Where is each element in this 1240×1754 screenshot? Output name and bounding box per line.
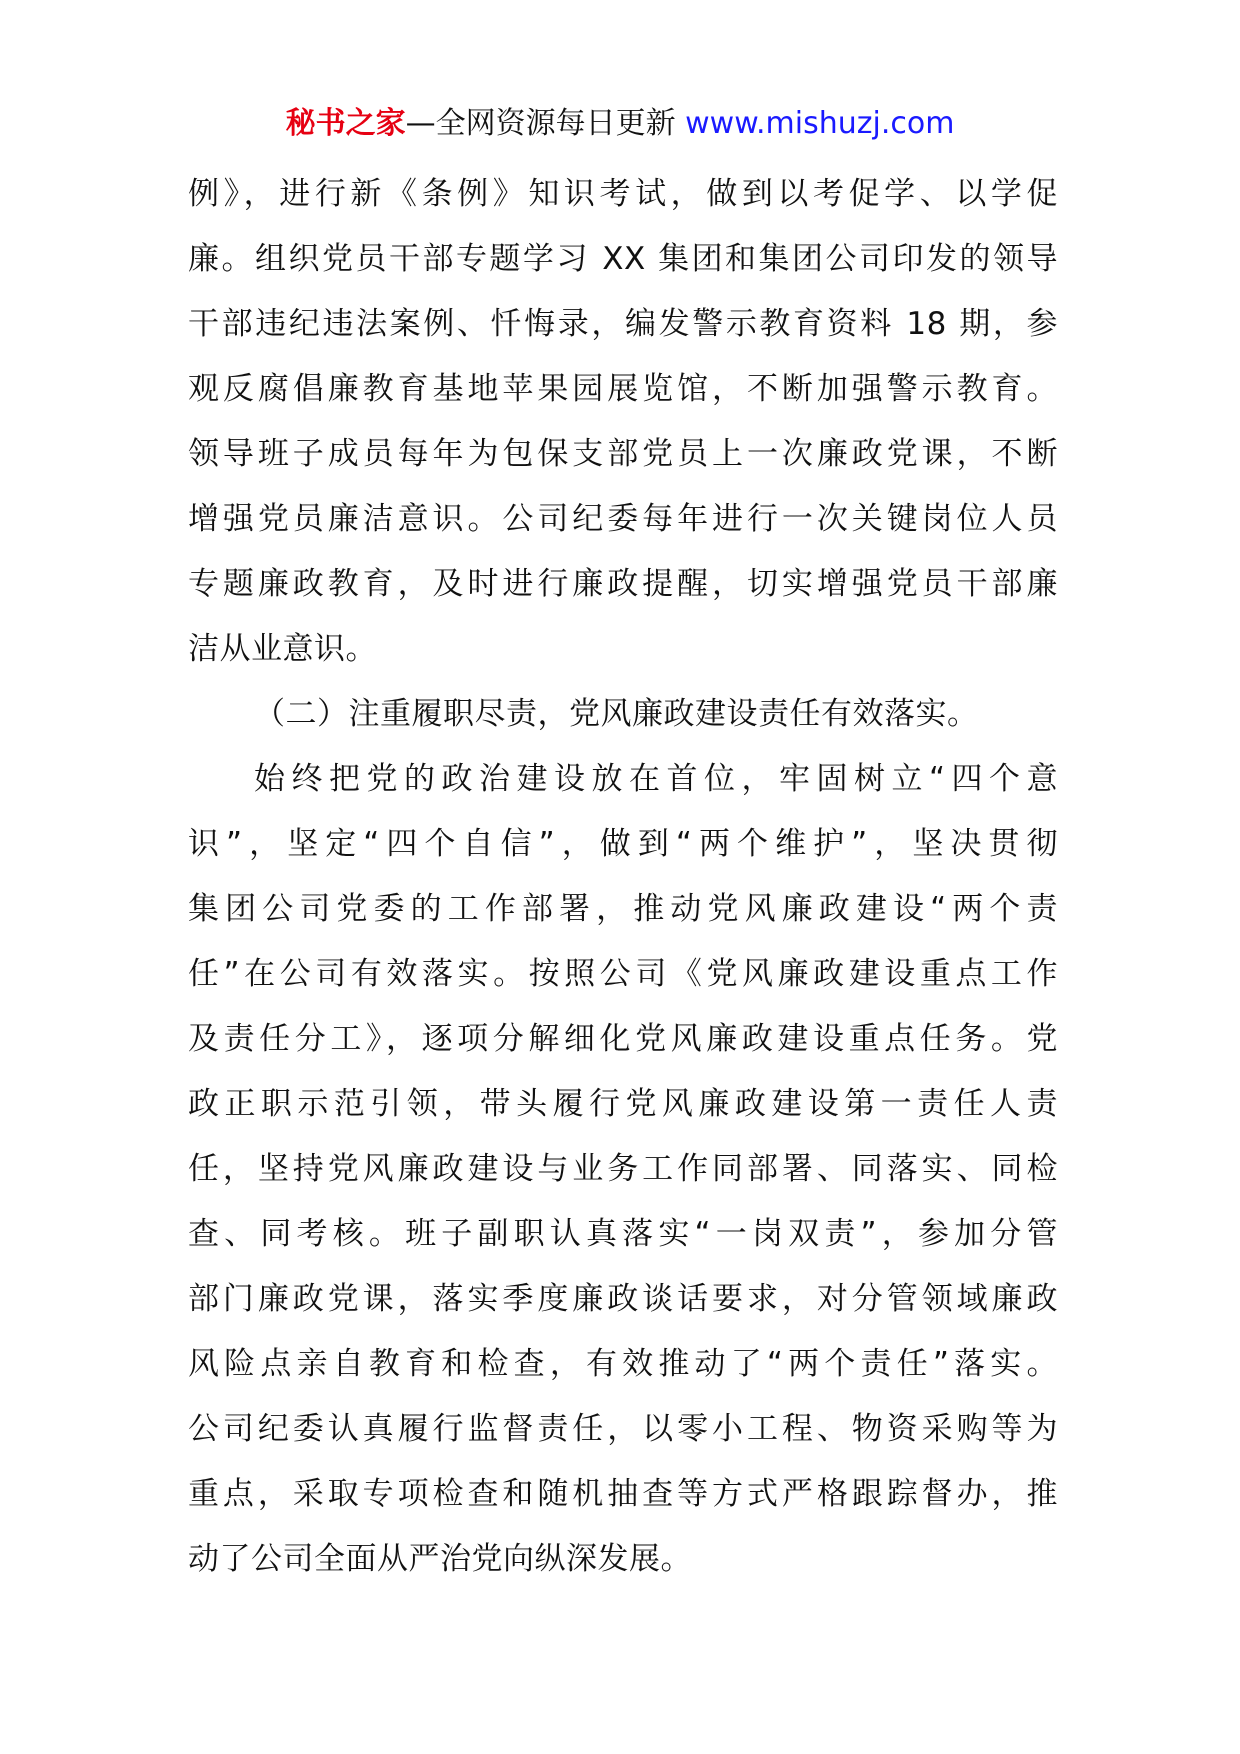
text-line: 动了公司全面从严治党向纵深发展。 (188, 1541, 692, 1577)
text-line: 识”，坚定“四个自信”，做到“两个维护”，坚决贯彻 (188, 826, 1058, 862)
document-body (188, 162, 1058, 1592)
text-line: 政正职示范引领，带头履行党风廉政建设第一责任人责 (188, 1086, 1058, 1122)
text-line: 廉。组织党员干部专题学习 XX 集团和集团公司印发的领导 (188, 241, 1058, 277)
brand-name: 秘书之家 (285, 106, 406, 141)
text-line: 例》，进行新《条例》知识考试，做到以考促学、以学促 (188, 176, 1058, 212)
text-line: 干部违纪违法案例、忏悔录，编发警示教育资料 18 期，参 (188, 306, 1058, 342)
header-slogan: —全网资源每日更新 (405, 106, 686, 141)
text-line: 观反腐倡廉教育基地苹果园展览馆，不断加强警示教育。 (188, 371, 1058, 407)
text-line: 任，坚持党风廉政建设与业务工作同部署、同落实、同检 (188, 1151, 1058, 1187)
text-line: 始终把党的政治建设放在首位，牢固树立“四个意 (254, 761, 1058, 797)
site-url[interactable]: www.mishuzj.com (685, 106, 955, 141)
text-line: 增强党员廉洁意识。公司纪委每年进行一次关键岗位人员 (188, 501, 1058, 537)
text-line: 查、同考核。班子副职认真落实“一岗双责”，参加分管 (188, 1216, 1058, 1252)
text-line: 任”在公司有效落实。按照公司《党风廉政建设重点工作 (188, 956, 1058, 992)
text-line: 领导班子成员每年为包保支部党员上一次廉政党课，不断 (188, 436, 1058, 472)
text-line: 重点，采取专项检查和随机抽查等方式严格跟踪督办，推 (188, 1476, 1058, 1512)
text-line: 洁从业意识。 (188, 631, 377, 667)
text-line: 风险点亲自教育和检查，有效推动了“两个责任”落实。 (188, 1346, 1058, 1382)
text-line: 部门廉政党课，落实季度廉政谈话要求，对分管领域廉政 (188, 1281, 1058, 1317)
text-line: 集团公司党委的工作部署，推动党风廉政建设“两个责 (188, 891, 1058, 927)
section-heading: （二）注重履职尽责，党风廉政建设责任有效落实。 (254, 696, 979, 732)
text-line: 及责任分工》，逐项分解细化党风廉政建设重点任务。党 (188, 1021, 1058, 1057)
text-line: 公司纪委认真履行监督责任，以零小工程、物资采购等为 (188, 1411, 1058, 1447)
text-line: 专题廉政教育，及时进行廉政提醒，切实增强党员干部廉 (188, 566, 1058, 602)
page-header (0, 102, 1240, 146)
